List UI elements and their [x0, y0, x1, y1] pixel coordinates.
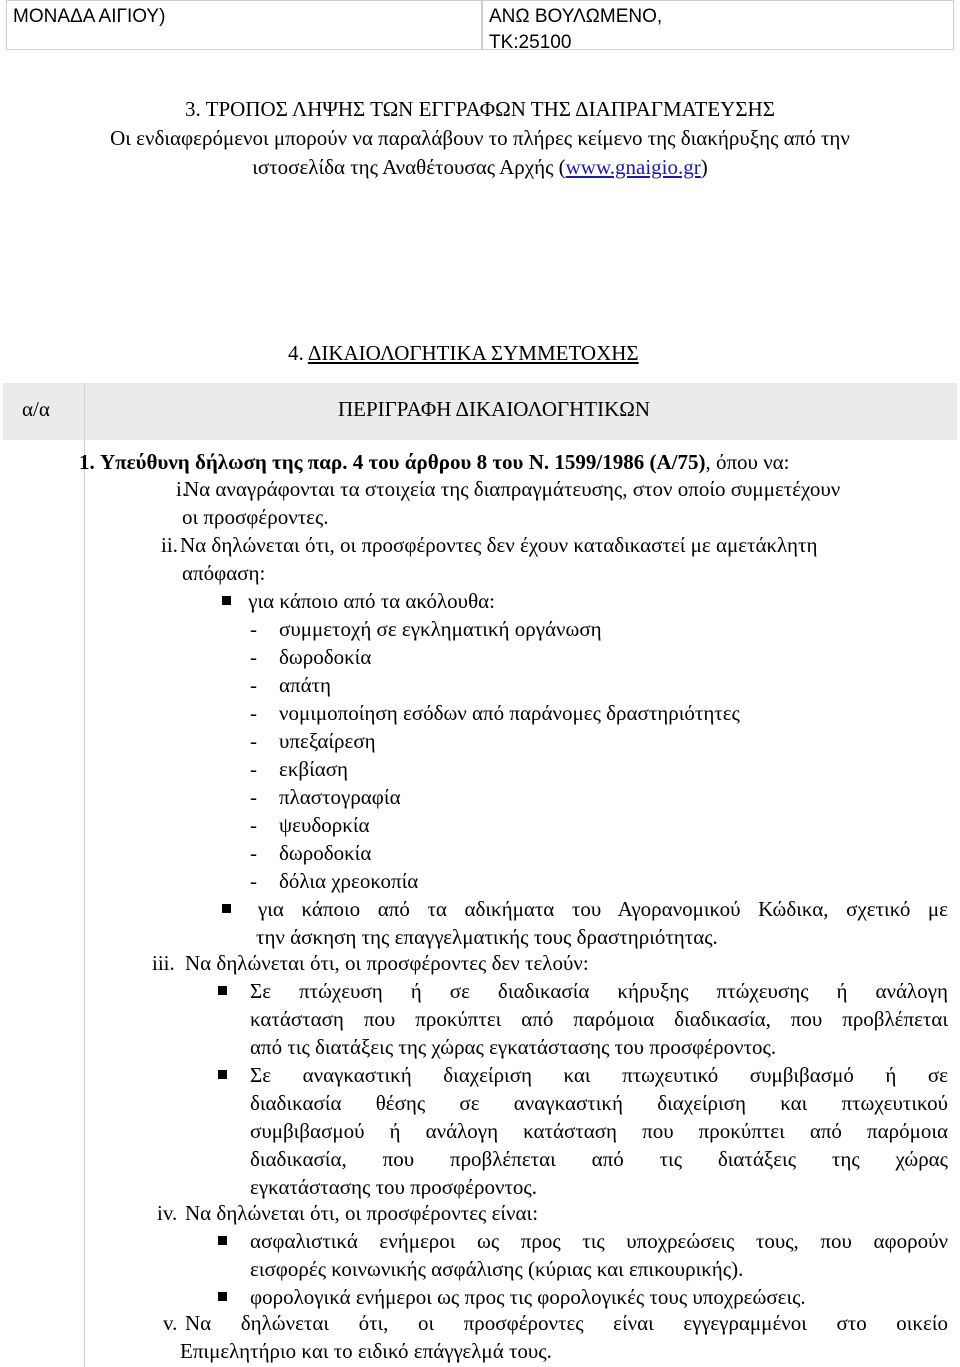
sub-iii-bullet2 — [218, 1061, 227, 1089]
sub-iii-b1-line2: κατάσταση που προκύπτει από παρόμοια διαδικασία, που προβλέπεται — [250, 1007, 948, 1031]
dash-marker: - — [250, 785, 257, 809]
list-item — [250, 615, 602, 643]
sub-iv-bullet1 — [218, 1227, 227, 1255]
sub-i-line2: οι προσφέροντες. — [182, 505, 329, 529]
list-item — [250, 671, 332, 699]
dash-marker: - — [250, 869, 257, 893]
header-left-text: ΜΟΝΑΔΑ ΑΙΓΙΟΥ) — [13, 6, 166, 27]
offence-text: νομιμοποίηση εσόδων από παράνομες δραστηριότητες — [279, 701, 740, 725]
table-header-description: ΠΕΡΙΓΡΑΦΗ ΔΙΚΑΙΟΛΟΓΗΤΙΚΩΝ — [338, 397, 651, 421]
table-column-divider — [84, 383, 85, 1367]
sub-iv-bullet2 — [218, 1283, 227, 1311]
square-bullet-icon — [218, 1070, 227, 1079]
offence-text: πλαστογραφία — [279, 785, 401, 809]
offence-text: εκβίαση — [279, 757, 349, 781]
dash-marker: - — [250, 841, 257, 865]
header-right-line2: ΤΚ:25100 — [489, 32, 572, 53]
item1-rest: , όπου να: — [705, 450, 790, 474]
square-bullet-icon — [218, 1292, 227, 1301]
sub-iv-b2-line1: φορολογικά ενήμεροι ως προς τις φορολογικές τους υποχρεώσεις. — [250, 1285, 806, 1309]
section3-line2-prefix: ιστοσελίδα της Αναθέτουσας Αρχής ( — [252, 155, 566, 179]
section3-line2-suffix: ) — [700, 155, 708, 179]
sub-iv-num: iv. — [157, 1201, 178, 1225]
list-item — [250, 783, 401, 811]
sub-v-line2: Επιμελητήριο και το ειδικό επάγγελμά τους. — [180, 1339, 552, 1363]
sub-v-num: v. — [163, 1311, 178, 1335]
section4-number: 4. — [288, 341, 304, 365]
sub-ii-bullet2-line2: την άσκηση της επαγγελματικής τους δραστηριότητας. — [256, 925, 718, 949]
dash-marker: - — [250, 701, 257, 725]
sub-ii-num: ii. — [161, 533, 178, 557]
offence-text: απάτη — [279, 673, 332, 697]
section4-title-text: ΔΙΚΑΙΟΛΟΓΗΤΙΚΑ ΣΥΜΜΕΤΟΧΗΣ — [307, 341, 639, 365]
sub-ii-bullet2 — [222, 895, 231, 923]
sub-iii-b2-line2: διαδικασία θέσης σε αναγκαστική διαχείριση και πτωχευτικού — [250, 1091, 948, 1115]
list-item — [250, 699, 740, 727]
dash-marker: - — [250, 813, 257, 837]
sub-iii-b2-line5: εγκατάστασης του προσφέροντος. — [250, 1175, 537, 1199]
square-bullet-icon — [222, 596, 231, 605]
offence-text: ψευδορκία — [279, 813, 370, 837]
item1-heading — [79, 448, 790, 476]
sub-v-line1: Να δηλώνεται ότι, οι προσφέροντες είναι εγγεγραμμένοι στο οικείο — [185, 1311, 948, 1335]
header-cell-left — [6, 0, 482, 50]
header-cell-right — [482, 0, 954, 53]
offence-text: δωροδοκία — [279, 841, 372, 865]
sub-iii-b2-line1: Σε αναγκαστική διαχείριση και πτωχευτικό συμβιβασμό ή σε — [250, 1063, 948, 1087]
list-item — [250, 755, 349, 783]
sub-ii-bullet2-line1: για κάποιο από τα αδικήματα του Αγορανομικού Κώδικα, σχετικό με — [258, 897, 948, 921]
square-bullet-icon — [222, 904, 231, 913]
sub-iv-line1: Να δηλώνεται ότι, οι προσφέροντες είναι: — [185, 1201, 539, 1225]
sub-ii-line2: απόφαση: — [182, 561, 266, 585]
offence-text: συμμετοχή σε εγκληματική οργάνωση — [279, 617, 602, 641]
square-bullet-icon — [218, 1236, 227, 1245]
sub-iv-b1-line2: εισφορές κοινωνικής ασφάλισης (κύριας και επικουρικής). — [250, 1257, 744, 1281]
item1-bold-text: Υπεύθυνη δήλωση της παρ. 4 του άρθρου 8 του Ν. 1599/1986 (Α/75) — [100, 450, 706, 474]
list-item — [250, 643, 372, 671]
dash-marker: - — [250, 673, 257, 697]
sub-iii-b1-line3: από τις διατάξεις της χώρας εγκατάστασης του προσφέροντος. — [250, 1035, 777, 1059]
sub-iii-num: iii. — [152, 951, 175, 975]
list-item — [250, 867, 419, 895]
sub-iii-b2-line3: συμβιβασμού ή ανάλογη κατάσταση που προκύπτει από παρόμοια — [250, 1119, 948, 1143]
sub-ii-line1: Να δηλώνεται ότι, οι προσφέροντες δεν έχουν καταδικαστεί με αμετάκλητη — [180, 533, 818, 557]
sub-iii-b2-line4: διαδικασία, που προβλέπεται από τις διατάξεις της χώρας — [250, 1147, 948, 1171]
sub-iii-b1-line1: Σε πτώχευση ή σε διαδικασία κήρυξης πτώχευσης ή ανάλογη — [250, 979, 948, 1003]
dash-marker: - — [250, 617, 257, 641]
list-item — [250, 839, 372, 867]
dash-marker: - — [250, 729, 257, 753]
sub-iii-bullet1 — [218, 977, 227, 1005]
sub-ii-bullet1 — [222, 587, 495, 615]
sub-iv-b1-line1: ασφαλιστικά ενήμεροι ως προς τις υποχρεώσεις τους, που αφορούν — [250, 1229, 948, 1253]
dash-marker: - — [250, 757, 257, 781]
square-bullet-icon — [218, 986, 227, 995]
header-right-line1: ΑΝΩ ΒΟΥΛΩΜΕΝΟ, — [489, 6, 663, 27]
sub-ii-bullet1-text: για κάποιο από τα ακόλουθα: — [248, 589, 495, 613]
website-link[interactable]: www.gnaigio.gr — [565, 155, 701, 179]
sub-i-num: i. — [176, 477, 188, 501]
offence-text: δόλια χρεοκοπία — [279, 869, 419, 893]
offence-text: υπεξαίρεση — [279, 729, 376, 753]
dash-marker: - — [250, 645, 257, 669]
table-header-aa: α/α — [22, 397, 50, 421]
section3-title: 3. ΤΡΟΠΟΣ ΛΗΨΗΣ ΤΩΝ ΕΓΓΡΑΦΩΝ ΤΗΣ ΔΙΑΠΡΑΓΜΑΤΕΥΣΗΣ — [185, 97, 775, 121]
section4-title — [288, 339, 639, 367]
item1-number: 1. — [79, 450, 95, 474]
section3-line2 — [0, 153, 960, 181]
offence-text: δωροδοκία — [279, 645, 372, 669]
sub-iii-line1: Να δηλώνεται ότι, οι προσφέροντες δεν τελούν: — [185, 951, 589, 975]
list-item — [250, 727, 376, 755]
section3-line1: Οι ενδιαφερόμενοι μπορούν να παραλάβουν το πλήρες κείμενο της διακήρυξης από την — [110, 126, 850, 150]
sub-i-line1: Να αναγράφονται τα στοιχεία της διαπραγμάτευσης, στον οποίο συμμετέχουν — [184, 477, 841, 501]
list-item — [250, 811, 370, 839]
